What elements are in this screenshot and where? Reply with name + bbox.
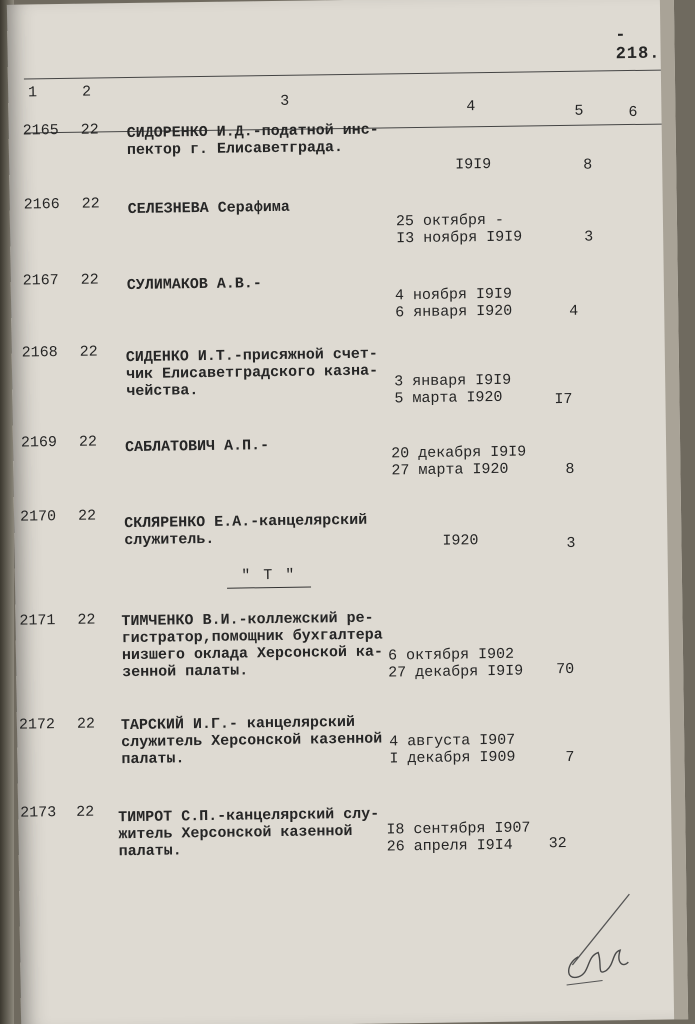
section-divider: [227, 567, 311, 589]
record-code: 22: [79, 343, 98, 361]
record-dates: 3 января I9I9 5 марта I920: [394, 371, 512, 408]
record-description: ТИМРОТ С.П.-канцелярский слу- житель Херсонской казенной палаты.: [118, 805, 380, 861]
record-number: 2169: [20, 434, 58, 452]
record-code: 22: [80, 271, 99, 289]
record-dates: 20 декабря I9I9 27 марта I920: [391, 443, 527, 480]
column-number-5: 5: [574, 102, 584, 120]
record-code: 22: [76, 715, 96, 733]
record-dates: 4 августа I907 I декабря I909: [389, 731, 516, 768]
record-code: 22: [81, 195, 100, 213]
record-description: СУЛИМАКОВ А.В.-: [126, 275, 262, 295]
record-code: 22: [80, 121, 99, 139]
column-number-2: 2: [81, 83, 92, 101]
record-count: 3: [584, 228, 594, 246]
record-count: 32: [548, 834, 567, 853]
record-number: 2166: [23, 195, 60, 214]
section-divider-underline: [227, 587, 311, 589]
page-edge: [660, 0, 688, 1019]
record-dates: 25 октября - I3 ноября I9I9: [395, 211, 523, 248]
document-page: [7, 0, 688, 1024]
record-description: СИДОРЕНКО И.Д.-податной инс- пектор г. Елисаветграда.: [126, 121, 379, 160]
handwritten-signature: [555, 892, 646, 993]
column-number-6: 6: [628, 103, 638, 122]
record-dates: I8 сентября I907 26 апреля I9I4: [386, 819, 531, 856]
record-count: 8: [583, 156, 593, 174]
record-dates: 4 ноября I9I9 6 января I920: [394, 285, 513, 322]
record-number: 2170: [19, 508, 57, 526]
record-code: 22: [76, 803, 95, 821]
record-description: САБЛАТОВИЧ А.П.-: [124, 437, 270, 457]
record-number: 2167: [22, 272, 59, 290]
column-number-1: 1: [27, 84, 38, 102]
record-count: I7: [554, 390, 573, 409]
record-count: 3: [566, 534, 576, 552]
column-number-4: 4: [466, 98, 476, 116]
record-dates: I920: [442, 532, 479, 550]
record-description: ТАРСКИЙ И.Г.- канцелярский служитель Херсонской казенной палаты.: [120, 713, 383, 769]
page-number: - 218.: [615, 26, 661, 65]
record-description: СЕЛЕЗНЕВА Серафима: [127, 198, 290, 219]
record-code: 22: [77, 611, 96, 629]
record-count: 70: [556, 660, 575, 679]
record-count: 8: [565, 460, 575, 478]
section-divider-label: " Т ": [241, 566, 297, 585]
record-count: 4: [569, 302, 579, 320]
record-description: ТИМЧЕНКО В.И.-коллежский ре- гистратор,помощник бухгалтера низшего оклада Херсонской ка- зенной палаты.: [121, 609, 384, 682]
record-count: 7: [565, 748, 575, 766]
record-description: СИДЕНКО И.Т.-присяжной счет- чик Елисаветградского казна- чейства.: [125, 345, 379, 401]
record-dates: 6 октября I902 27 декабря I9I9: [387, 645, 524, 682]
record-number: 2165: [22, 121, 59, 140]
record-number: 2168: [21, 344, 58, 362]
record-code: 22: [78, 433, 98, 451]
column-number-3: 3: [280, 92, 290, 110]
record-description: СКЛЯРЕНКО Е.А.-канцелярский служитель.: [124, 511, 368, 550]
record-number: 2171: [19, 612, 56, 630]
header-rule-top: [24, 70, 661, 80]
record-dates: I9I9: [455, 155, 492, 174]
record-code: 22: [77, 507, 97, 525]
record-number: 2173: [20, 804, 57, 822]
record-number: 2172: [18, 716, 56, 734]
